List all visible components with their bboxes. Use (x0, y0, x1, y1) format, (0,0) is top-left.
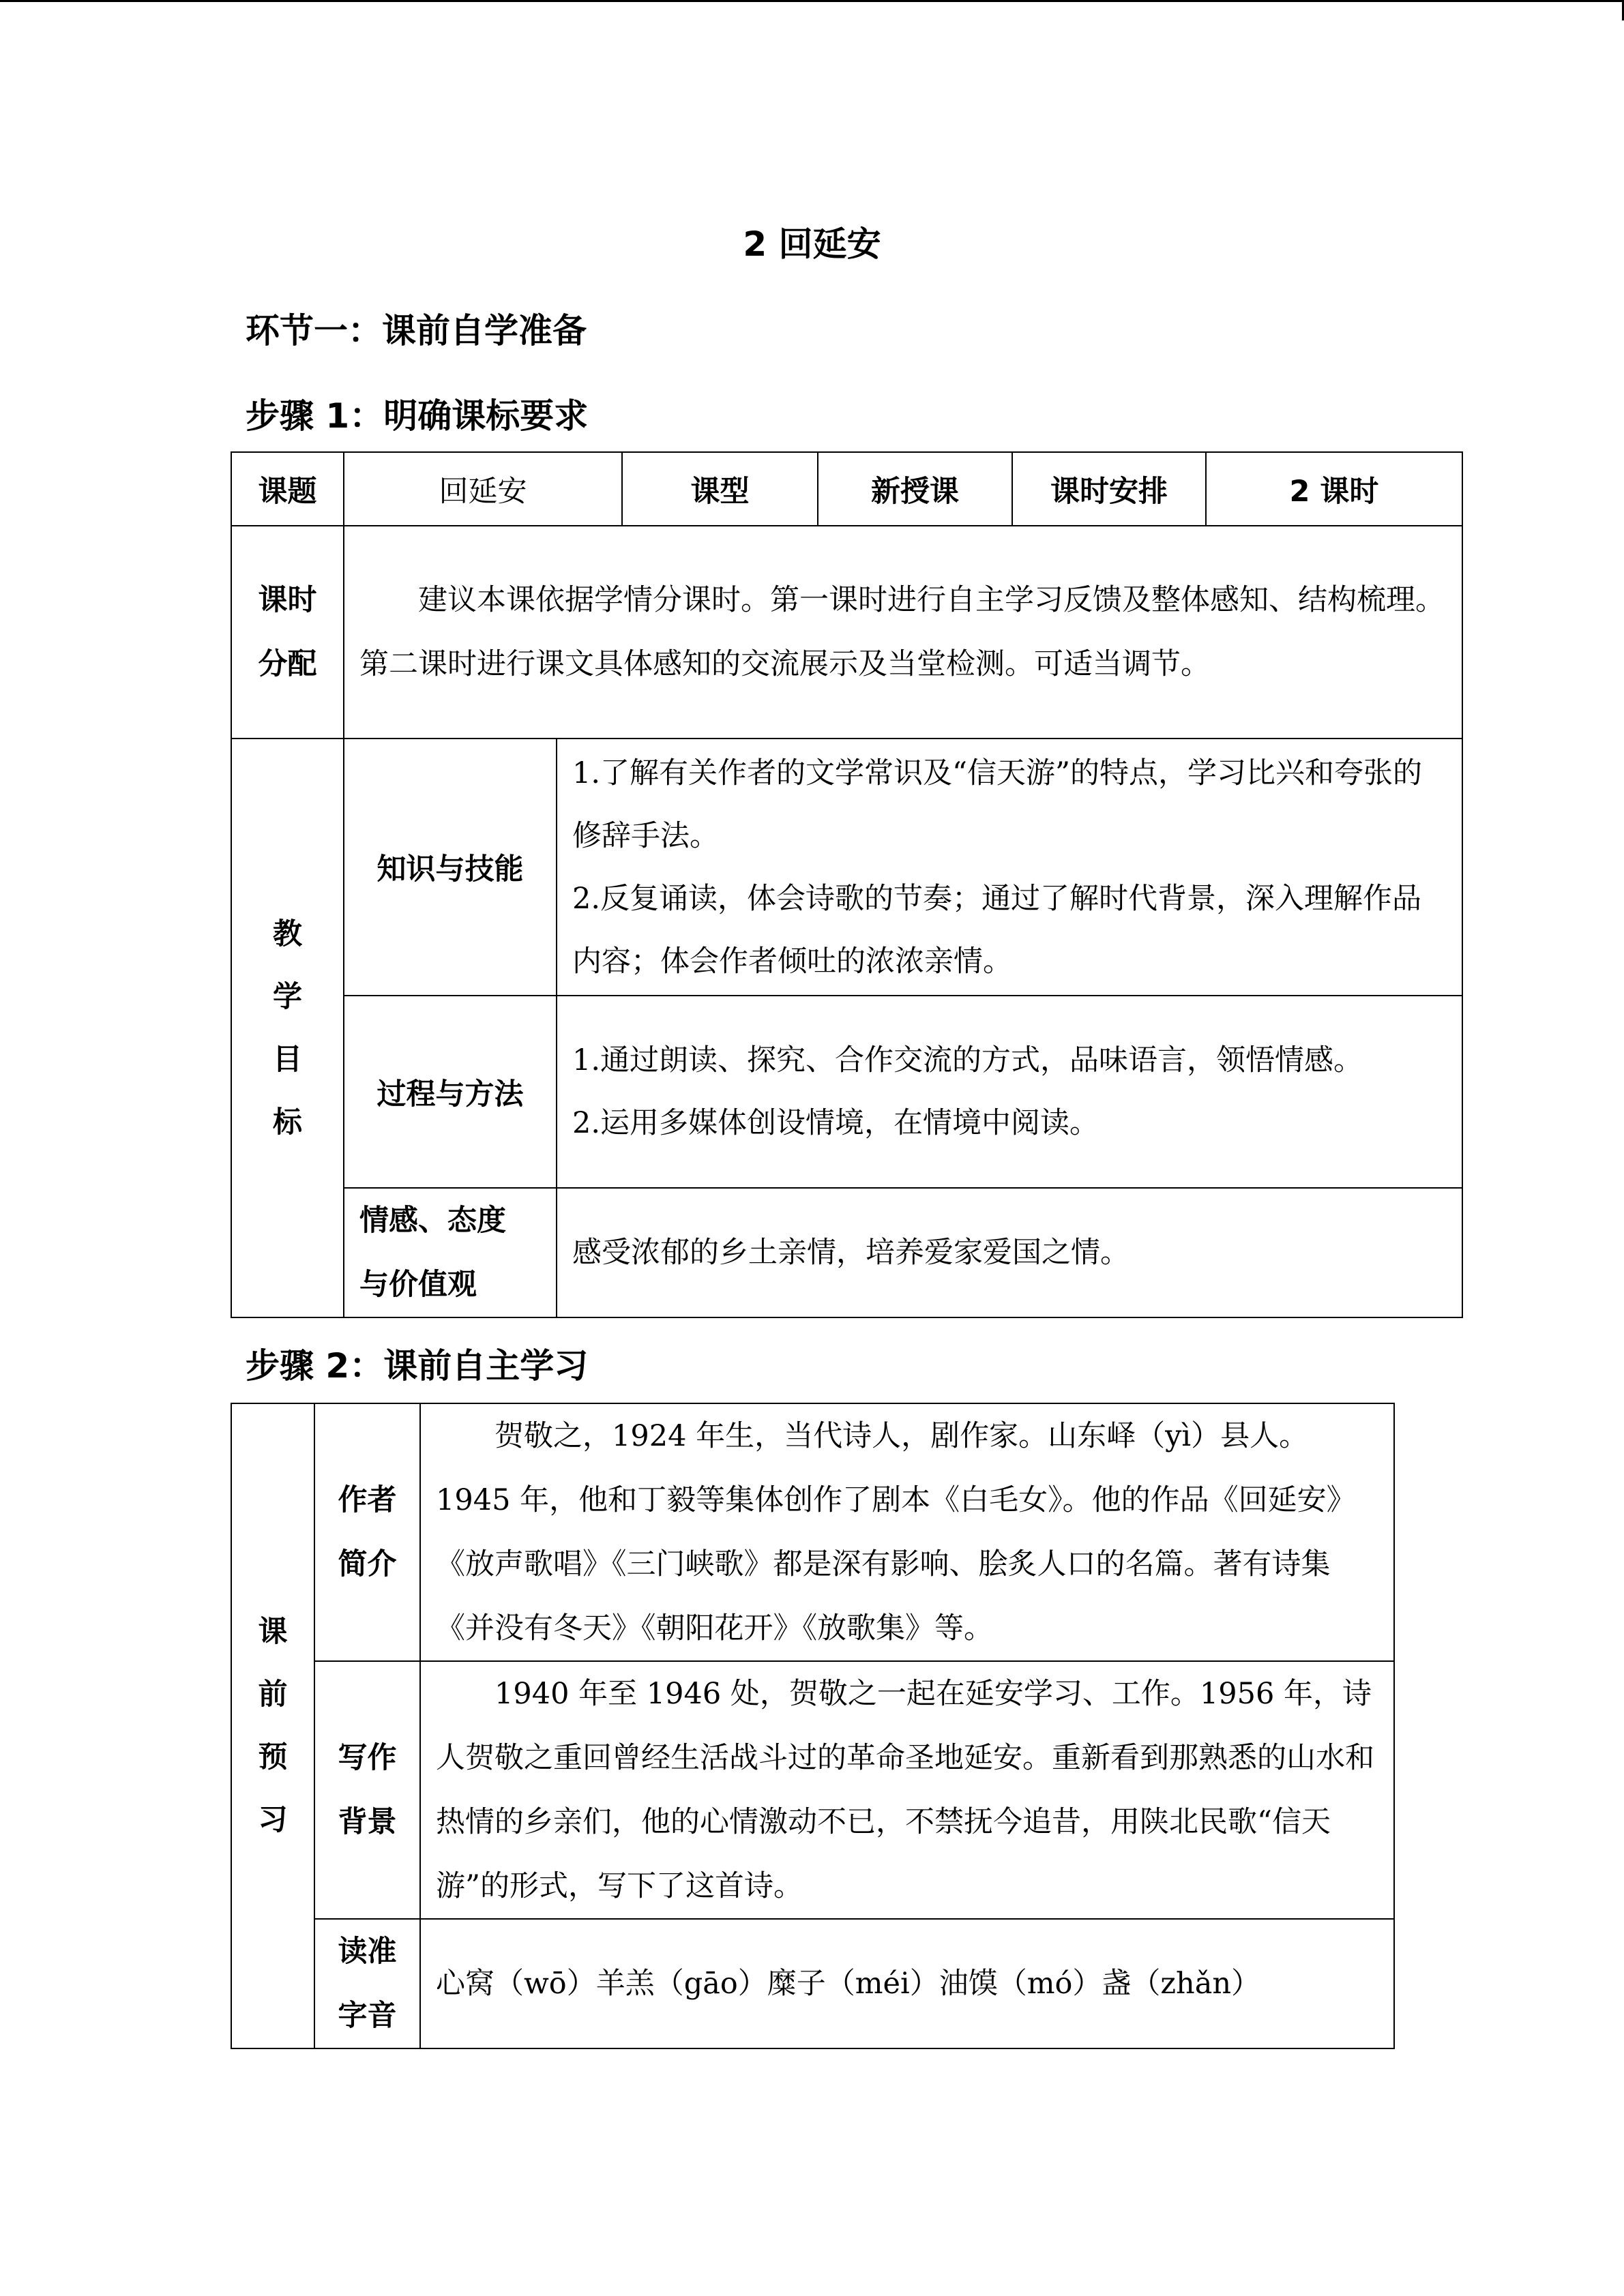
author-label-line1: 作者 (338, 1483, 397, 1517)
process-goal-1: 1.通过朗读、探究、合作交流的方式，品味语言，领悟情感。 (572, 1043, 1363, 1077)
author-label-line2: 简介 (338, 1547, 397, 1581)
topic-value: 回延安 (344, 452, 622, 526)
step2-heading: 步骤 2：课前自主学习 (246, 1346, 589, 1386)
emotion-label-line2: 与价值观 (359, 1268, 477, 1302)
preview-table (231, 1403, 1395, 2049)
knowledge-text (557, 739, 1462, 996)
page-title: 2 回延安 (743, 224, 881, 264)
background-text: 1940 年至 1946 处，贺敬之一起在延安学习、工作。1956 年，诗人贺敬之重回曾经生活战斗过的革命圣地延安。重新看到那熟悉的山水和热情的乡亲们，他的心情激动不已，不禁抚今追昔，用陕北民歌“信天游”的形式，写下了这首诗。 (420, 1661, 1394, 1919)
pronunciation-label (314, 1919, 420, 2048)
emotion-text: 感受浓郁的乡土亲情，培养爱家爱国之情。 (557, 1188, 1462, 1317)
knowledge-label: 知识与技能 (344, 739, 557, 996)
emotion-label (344, 1188, 557, 1317)
process-goal-2: 2.运用多媒体创设情境，在情境中阅读。 (572, 1106, 1099, 1140)
preview-label-char-2: 前 (258, 1678, 288, 1712)
preview-label-char-1: 课 (258, 1615, 288, 1649)
preview-label (231, 1403, 314, 2048)
knowledge-row (231, 739, 1462, 996)
goals-label-char-3: 目 (273, 1042, 302, 1077)
schedule-label: 课时安排 (1012, 452, 1206, 526)
background-row (231, 1661, 1394, 1919)
emotion-row (231, 1188, 1462, 1317)
preview-label-char-3: 预 (258, 1740, 288, 1774)
step1-heading: 步骤 1：明确课标要求 (246, 396, 589, 436)
process-row (231, 996, 1462, 1188)
process-label: 过程与方法 (344, 996, 557, 1188)
pronunciation-row (231, 1919, 1394, 2048)
goals-label-char-4: 标 (273, 1105, 302, 1139)
schedule-value: 2 课时 (1206, 452, 1462, 526)
pronunciation-text: 心窝（wō）羊羔（gāo）糜子（méi）油馍（mó）盏（zhǎn） (420, 1919, 1394, 2048)
allocation-label-line1: 课时 (258, 583, 317, 617)
author-text: 贺敬之，1924 年生，当代诗人，剧作家。山东峄（yì）县人。1945 年，他和丁毅等集体创作了剧本《白毛女》。他的作品《回延安》《放声歌唱》《三门峡歌》都是深有影响、脍炙人口的名篇。著有诗集《并没有冬天》《朝阳花开》《放歌集》等。 (420, 1403, 1394, 1661)
knowledge-goal-2: 2.反复诵读，体会诗歌的节奏；通过了解时代背景，深入理解作品内容；体会作者倾吐的浓浓亲情。 (572, 881, 1422, 979)
process-text (557, 996, 1462, 1188)
type-label: 课型 (622, 452, 818, 526)
author-row (231, 1403, 1394, 1661)
background-label-line1: 写作 (338, 1741, 397, 1775)
table1-header-row (231, 452, 1462, 526)
goals-label-char-2: 学 (273, 979, 302, 1014)
allocation-text: 建议本课依据学情分课时。第一课时进行自主学习反馈及整体感知、结构梳理。第二课时进行课文具体感知的交流展示及当堂检测。可适当调节。 (344, 526, 1462, 739)
allocation-label (231, 526, 344, 739)
goals-label (231, 739, 344, 1317)
emotion-label-line1: 情感、态度 (359, 1204, 506, 1238)
pronunciation-label-line2: 字音 (338, 1999, 397, 2033)
page-top-border (0, 0, 1624, 2)
section1-heading: 环节一：课前自学准备 (246, 311, 587, 351)
course-requirements-table (231, 451, 1463, 1318)
allocation-label-line2: 分配 (258, 647, 317, 681)
background-label-line2: 背景 (338, 1805, 397, 1839)
background-label (314, 1661, 420, 1919)
goals-label-char-1: 教 (273, 916, 302, 951)
author-label (314, 1403, 420, 1661)
knowledge-goal-1: 1.了解有关作者的文学常识及“信天游”的特点，学习比兴和夸张的修辞手法。 (572, 756, 1422, 853)
pronunciation-label-line1: 读准 (338, 1935, 397, 1969)
topic-label: 课题 (231, 452, 344, 526)
allocation-row (231, 526, 1462, 739)
preview-label-char-4: 习 (258, 1803, 288, 1837)
type-value: 新授课 (818, 452, 1012, 526)
